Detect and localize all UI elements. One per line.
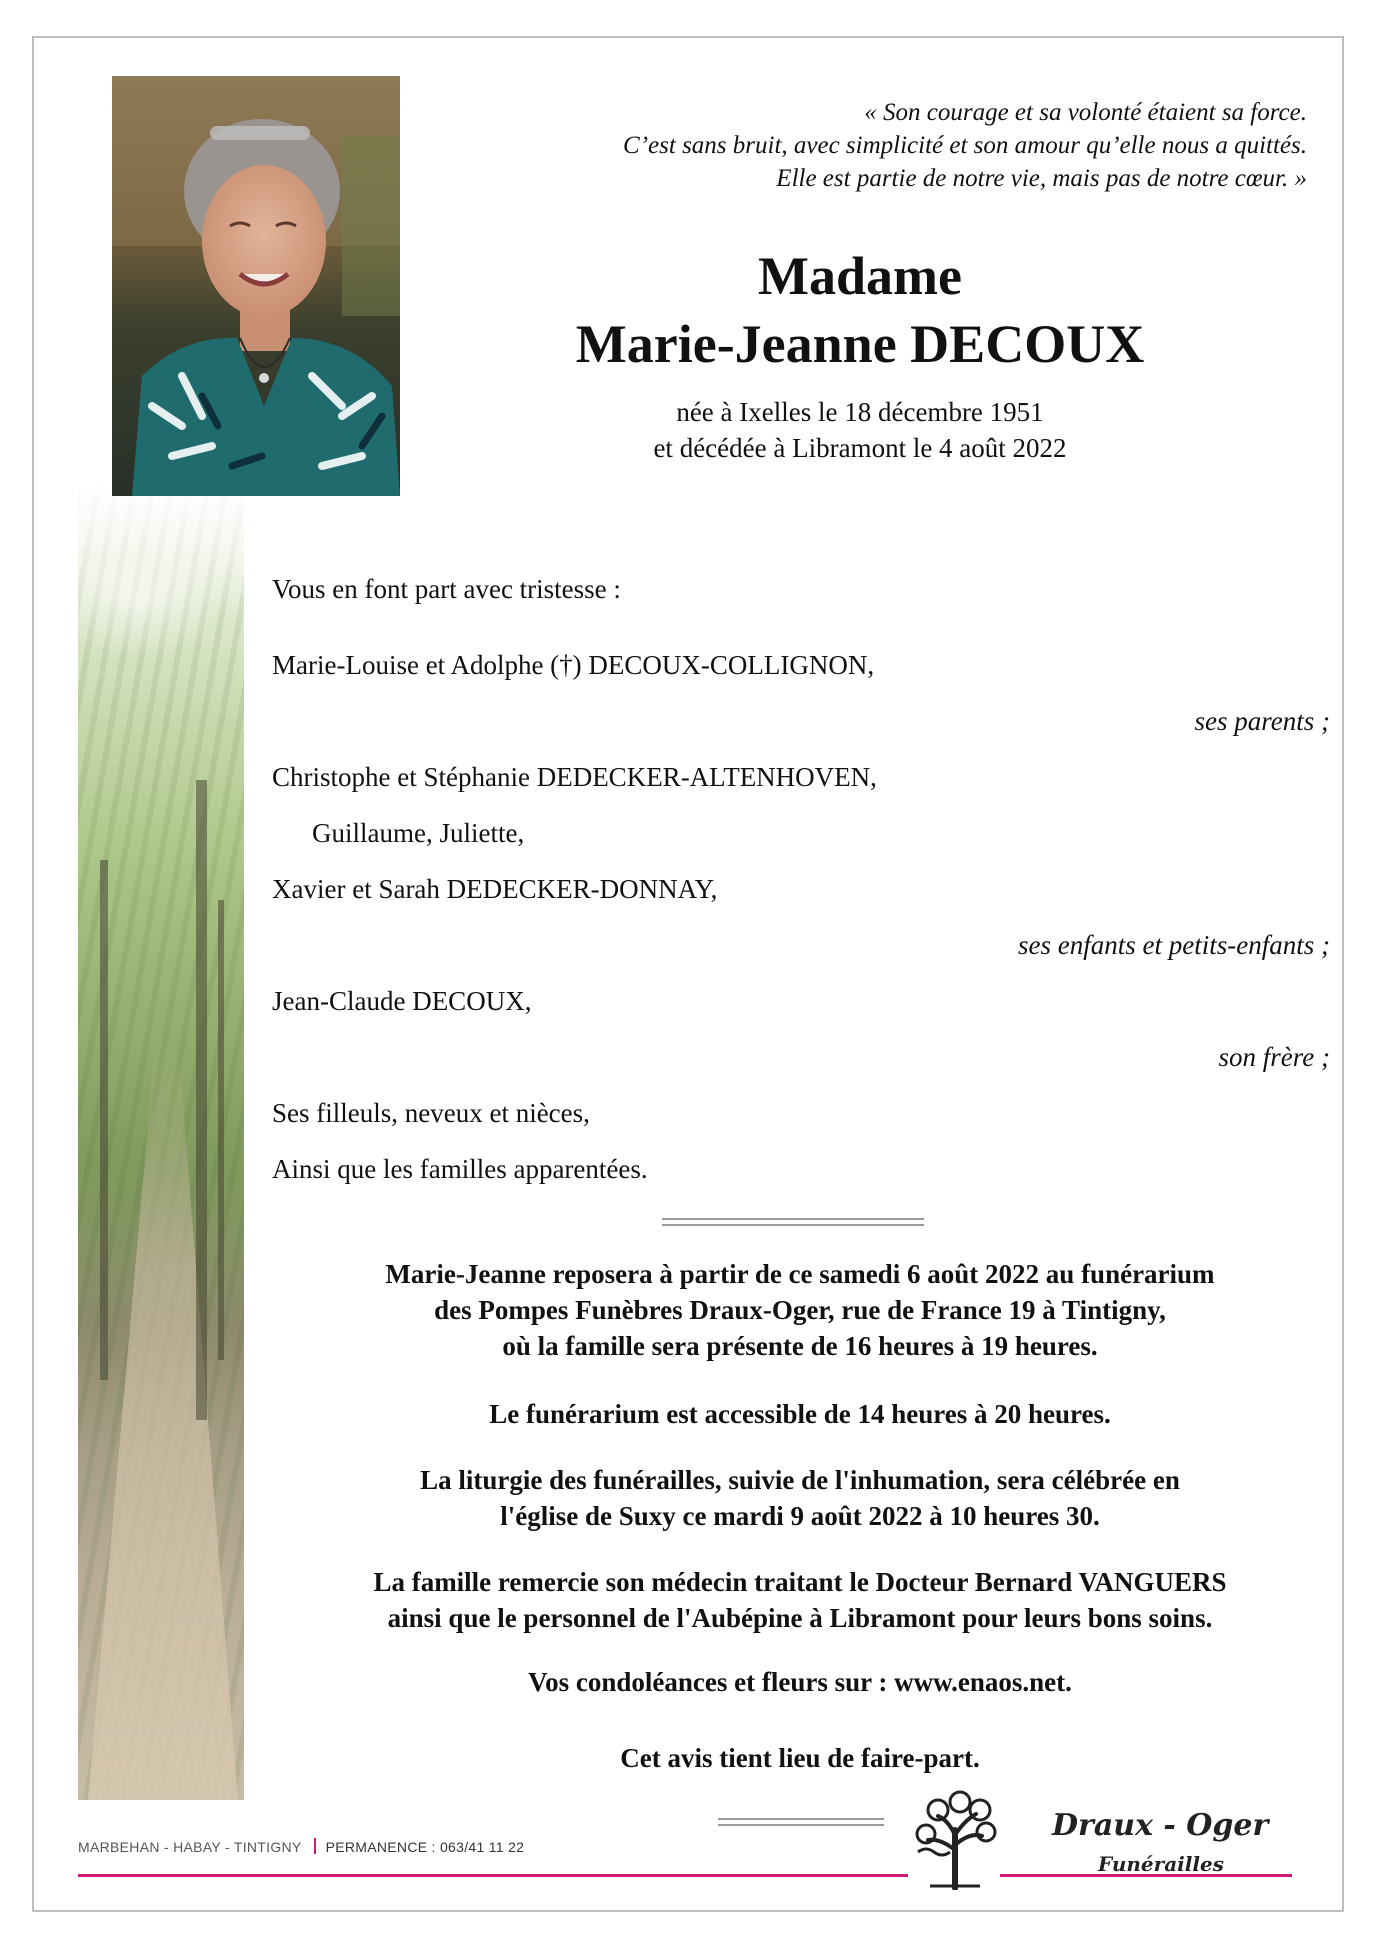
life-dates [540, 394, 1180, 466]
epitaph-quote [407, 96, 1307, 195]
footer-divider [314, 1838, 316, 1854]
tree-logo-icon [910, 1790, 1000, 1890]
liturgy-info [260, 1462, 1340, 1534]
brother-name: Jean-Claude DECOUX, [272, 986, 532, 1016]
parents-names: Marie-Louise et Adolphe (†) DECOUX-COLLIGNON, [272, 650, 875, 680]
death-line: et décédée à Libramont le 4 août 2022 [653, 433, 1067, 463]
opening-hours: Le funérarium est accessible de 14 heures à 20 heures. [489, 1399, 1111, 1429]
visitation-line: où la famille sera présente de 16 heures à 19 heures. [502, 1331, 1098, 1361]
quote-line: « Son courage et sa volonté étaient sa force. [864, 99, 1307, 126]
children-role: ses enfants et petits-enfants ; [1018, 930, 1330, 960]
visitation-line: Marie-Jeanne reposera à partir de ce samedi 6 août 2022 au funérarium [385, 1259, 1215, 1289]
notice-line: Cet avis tient lieu de faire-part. [620, 1743, 980, 1773]
brand-name: Draux - Oger [1052, 1808, 1269, 1843]
quote-line: C’est sans bruit, avec simplicité et son amour qu’elle nous a quittés. [623, 132, 1307, 159]
thanks-line: ainsi que le personnel de l'Aubépine à Libramont pour leurs bons soins. [387, 1603, 1213, 1633]
godchildren-line: Ses filleuls, neveux et nièces, [272, 1098, 590, 1128]
intro-text: Vous en font part avec tristesse : [272, 574, 621, 604]
section-divider [662, 1218, 924, 1226]
liturgy-line: l'église de Suxy ce mardi 9 août 2022 à 10 heures 30. [500, 1501, 1100, 1531]
forest-path-image [78, 480, 244, 1800]
birth-line: née à Ixelles le 18 décembre 1951 [676, 397, 1044, 427]
child-names: Xavier et Sarah DEDECKER-DONNAY, [272, 874, 718, 904]
brother-role: son frère ; [1218, 1042, 1330, 1072]
brand-subtitle: Funérailles [1098, 1852, 1224, 1876]
child-names: Christophe et Stéphanie DEDECKER-ALTENHOVEN, [272, 762, 877, 792]
permanence-text: PERMANENCE : 063/41 11 22 [325, 1839, 525, 1855]
thanks-line: La famille remercie son médecin traitant le Docteur Bernard VANGUERS [373, 1567, 1227, 1597]
grandchildren-names: Guillaume, Juliette, [312, 818, 525, 848]
locations-text: MARBEHAN - HABAY - TINTIGNY [78, 1839, 302, 1855]
thanks-info [260, 1564, 1340, 1636]
honorific: Madame [758, 246, 962, 306]
liturgy-line: La liturgie des funérailles, suivie de l'inhumation, sera célébrée en [420, 1465, 1180, 1495]
footer-contact [78, 1838, 524, 1855]
visitation-line: des Pompes Funèbres Draux-Oger, rue de France 19 à Tintigny, [434, 1295, 1166, 1325]
quote-line: Elle est partie de notre vie, mais pas de notre cœur. » [776, 165, 1307, 192]
portrait-photo [112, 76, 400, 496]
footer-accent-line [78, 1874, 908, 1877]
condolences-line: Vos condoléances et fleurs sur : www.enaos.net. [528, 1667, 1072, 1697]
deceased-name: Marie-Jeanne DECOUX [575, 314, 1145, 374]
visitation-info [260, 1256, 1340, 1364]
parents-role: ses parents ; [1194, 706, 1330, 736]
relatives-line: Ainsi que les familles apparentées. [272, 1154, 648, 1184]
footer-divider-double [718, 1818, 884, 1826]
